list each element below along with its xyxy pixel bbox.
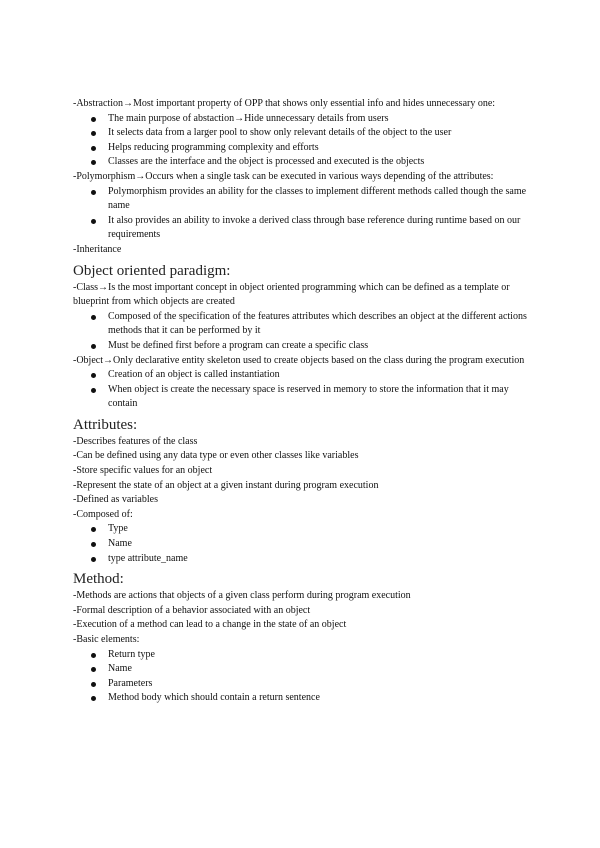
bullet-list — [73, 368, 535, 412]
bullet-list — [73, 310, 535, 354]
list-item: Polymorphism provides an ability for the classes to implement different methods called though the same name — [73, 185, 535, 214]
paragraph-line: -Execution of a method can lead to a change in the state of an object — [73, 619, 347, 631]
list-item: Composed of the specification of the features attributes which describes an object at the different actions methods that it can be performed by it — [73, 310, 535, 339]
paragraph-line: -Class→Is the most important concept in object oriented programming which can be defined as a template or blueprint from which objects are created — [73, 281, 510, 308]
list-item: Helps reducing programming complexity and efforts — [73, 141, 535, 156]
list-item: type attribute_name — [73, 552, 535, 567]
list-item: It selects data from a larger pool to show only relevant details of the object to the user — [73, 126, 535, 141]
bullet-list — [73, 522, 535, 566]
list-item: Parameters — [73, 677, 535, 692]
paragraph-line: -Abstraction→Most important property of OPP that shows only essential info and hides unnecessary one: — [73, 98, 496, 109]
list-item: When object is create the necessary space is reserved in memory to store the information that it may contain — [73, 383, 535, 412]
paragraph-line: -Represent the state of an object at a given instant during program execution — [73, 479, 379, 491]
paragraph-line: -Formal description of a behavior associated with an object — [73, 604, 311, 616]
paragraph-line: -Store specific values for an object — [73, 465, 213, 477]
list-item: It also provides an ability to invoke a derived class through base reference during runtime based on our requirements — [73, 214, 535, 243]
bullet-list — [73, 648, 535, 706]
list-item: Return type — [73, 648, 535, 663]
list-item: Name — [73, 537, 535, 552]
section-heading: Object oriented paradigm: — [73, 262, 231, 279]
list-item: The main purpose of abstaction→Hide unnecessary details from users — [73, 112, 535, 127]
paragraph-line: -Can be defined using any data type or even other classes like variables — [73, 450, 359, 462]
paragraph-line: -Defined as variables — [73, 494, 158, 506]
list-item: Must be defined first before a program can create a specific class — [73, 339, 535, 354]
bullet-list — [73, 112, 535, 170]
section-heading: Method: — [73, 571, 124, 588]
document-page — [73, 97, 535, 706]
paragraph-line: -Polymorphism→Occurs when a single task can be executed in various ways depending of the attributes: — [73, 170, 494, 182]
list-item: Type — [73, 522, 535, 537]
paragraph-line: -Inheritance — [73, 243, 122, 255]
list-item: Name — [73, 662, 535, 677]
section-heading: Attributes: — [73, 416, 138, 433]
paragraph-line: -Composed of: — [73, 508, 133, 520]
list-item: Creation of an object is called instantiation — [73, 368, 535, 383]
paragraph-line: -Basic elements: — [73, 634, 140, 645]
paragraph-line: -Object→Only declarative entity skeleton used to create objects based on the class during the program execution — [73, 354, 525, 366]
bullet-list — [73, 185, 535, 243]
paragraph-line: -Describes features of the class — [73, 435, 198, 447]
list-item: Method body which should contain a return sentence — [73, 691, 535, 706]
list-item: Classes are the interface and the object is processed and executed is the objects — [73, 155, 535, 170]
paragraph-line: -Methods are actions that objects of a given class perform during program execution — [73, 590, 411, 602]
